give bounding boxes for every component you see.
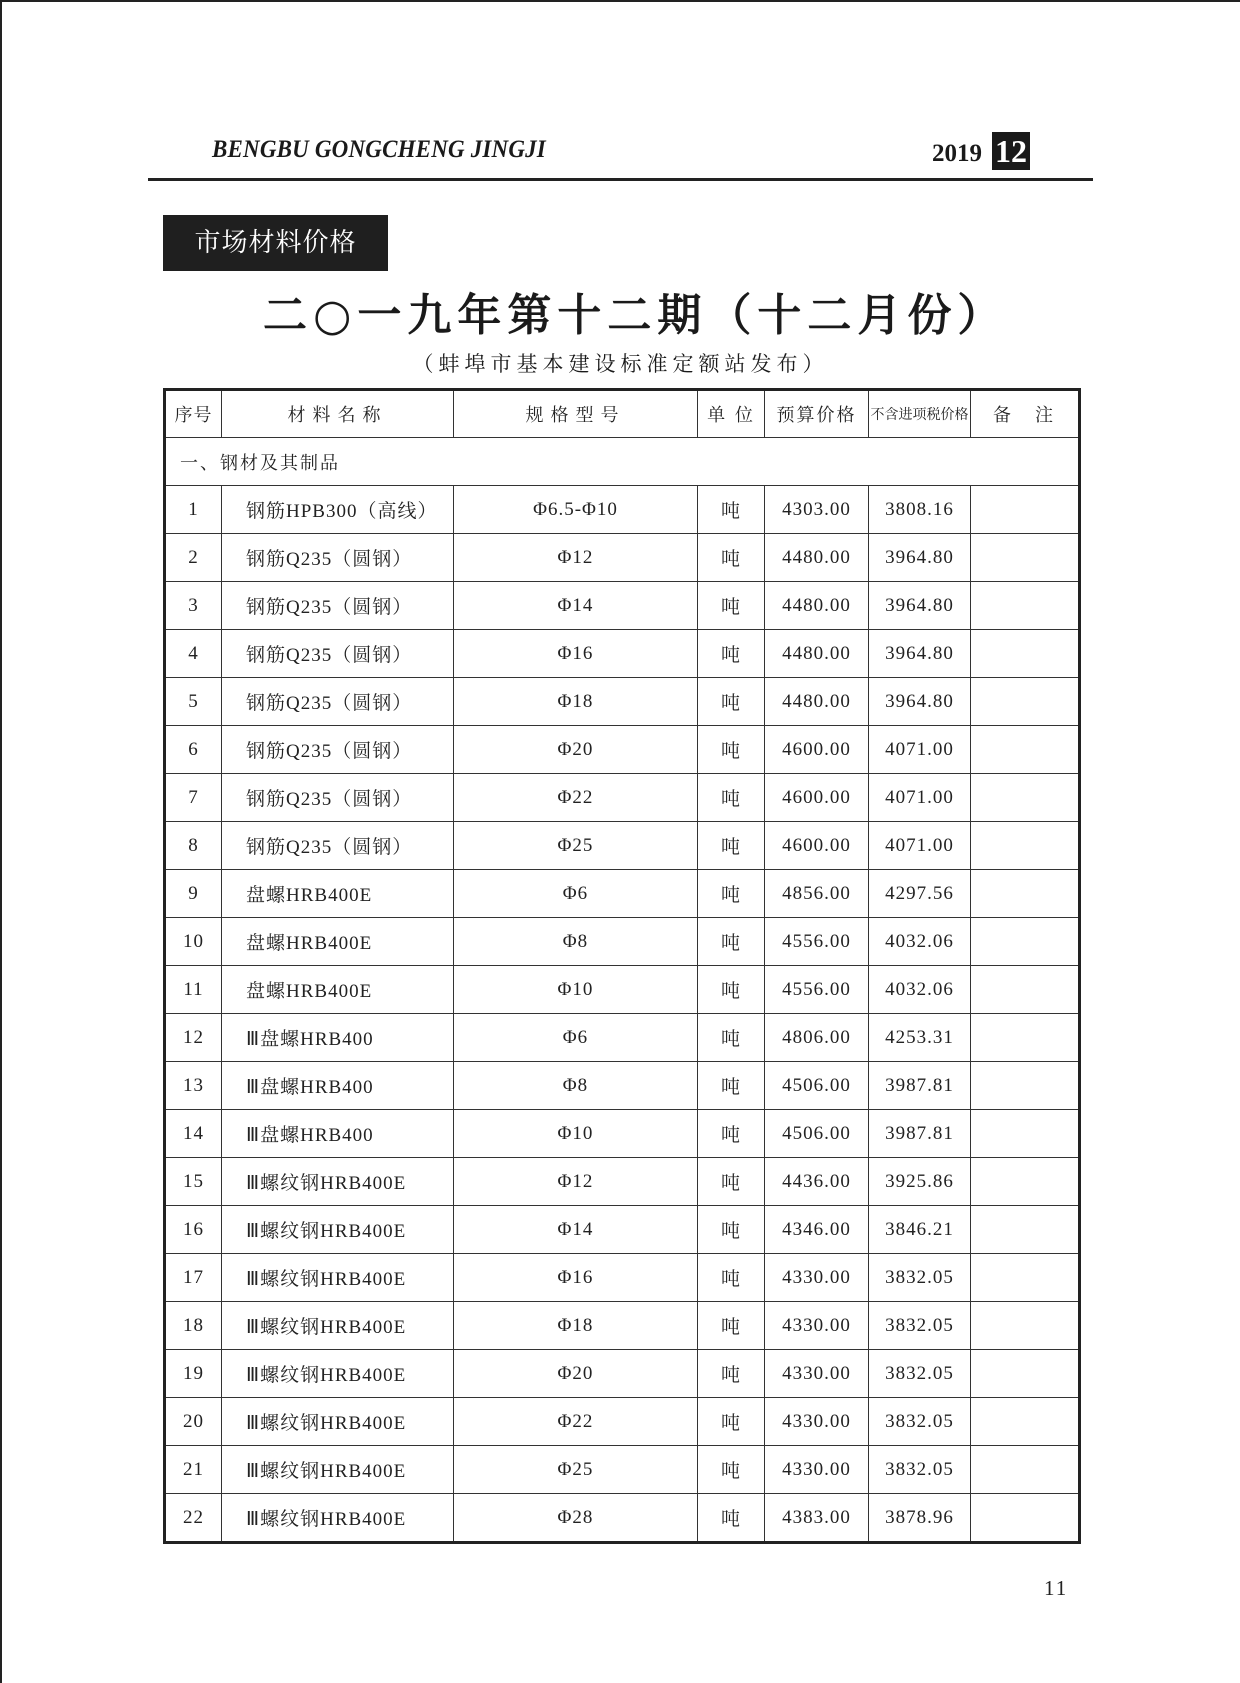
row-number-cell: 14 xyxy=(165,1110,222,1158)
budget-price-cell: 4600.00 xyxy=(765,774,869,822)
material-name-cell: 盘螺HRB400E xyxy=(222,966,454,1014)
table-row xyxy=(165,678,1080,726)
spec-model-cell: Φ14 xyxy=(454,582,698,630)
remark-cell xyxy=(971,870,1080,918)
price-ex-tax-cell: 4071.00 xyxy=(869,774,971,822)
table-row xyxy=(165,582,1080,630)
row-number-cell: 9 xyxy=(165,870,222,918)
unit-cell: 吨 xyxy=(698,1062,765,1110)
price-ex-tax-cell: 4071.00 xyxy=(869,726,971,774)
material-name-cell: Ⅲ螺纹钢HRB400E xyxy=(222,1350,454,1398)
budget-price-cell: 4330.00 xyxy=(765,1446,869,1494)
material-name-cell: Ⅲ螺纹钢HRB400E xyxy=(222,1158,454,1206)
remark-cell xyxy=(971,1398,1080,1446)
budget-price-cell: 4556.00 xyxy=(765,918,869,966)
remark-cell xyxy=(971,1494,1080,1543)
col-header-budget-price: 预算价格 xyxy=(765,390,869,438)
table-row xyxy=(165,534,1080,582)
material-name-cell: Ⅲ盘螺HRB400 xyxy=(222,1062,454,1110)
material-name-cell: Ⅲ螺纹钢HRB400E xyxy=(222,1206,454,1254)
row-number-cell: 7 xyxy=(165,774,222,822)
table-header-row xyxy=(165,390,1080,438)
remark-cell xyxy=(971,1350,1080,1398)
unit-cell: 吨 xyxy=(698,822,765,870)
issue-year: 2019 xyxy=(932,140,982,167)
budget-price-cell: 4330.00 xyxy=(765,1398,869,1446)
price-ex-tax-cell: 3832.05 xyxy=(869,1350,971,1398)
page-title: 二○一九年第十二期（十二月份） xyxy=(263,290,1008,341)
table-row xyxy=(165,726,1080,774)
unit-cell: 吨 xyxy=(698,486,765,534)
col-header-no: 序号 xyxy=(165,390,222,438)
unit-cell: 吨 xyxy=(698,966,765,1014)
price-table xyxy=(163,388,1081,1544)
unit-cell: 吨 xyxy=(698,582,765,630)
price-ex-tax-cell: 3832.05 xyxy=(869,1446,971,1494)
unit-cell: 吨 xyxy=(698,1014,765,1062)
unit-cell: 吨 xyxy=(698,1110,765,1158)
spec-model-cell: Φ8 xyxy=(454,918,698,966)
unit-cell: 吨 xyxy=(698,726,765,774)
table-row xyxy=(165,870,1080,918)
table-row xyxy=(165,1446,1080,1494)
spec-model-cell: Φ10 xyxy=(454,966,698,1014)
remark-cell xyxy=(971,918,1080,966)
spec-model-cell: Φ6 xyxy=(454,1014,698,1062)
spec-model-cell: Φ18 xyxy=(454,1302,698,1350)
remark-cell xyxy=(971,1302,1080,1350)
section-tab: 市场材料价格 xyxy=(163,215,388,271)
table-row xyxy=(165,822,1080,870)
remark-cell xyxy=(971,630,1080,678)
table-row xyxy=(165,966,1080,1014)
remark-cell xyxy=(971,726,1080,774)
price-ex-tax-cell: 3964.80 xyxy=(869,534,971,582)
row-number-cell: 15 xyxy=(165,1158,222,1206)
row-number-cell: 16 xyxy=(165,1206,222,1254)
remark-cell xyxy=(971,774,1080,822)
material-name-cell: Ⅲ盘螺HRB400 xyxy=(222,1014,454,1062)
page-number: 11 xyxy=(1044,1576,1069,1600)
row-number-cell: 18 xyxy=(165,1302,222,1350)
col-header-price-ex-tax: 不含进项税价格 xyxy=(869,390,971,438)
row-number-cell: 3 xyxy=(165,582,222,630)
unit-cell: 吨 xyxy=(698,1446,765,1494)
material-name-cell: 盘螺HRB400E xyxy=(222,870,454,918)
budget-price-cell: 4556.00 xyxy=(765,966,869,1014)
material-name-cell: Ⅲ螺纹钢HRB400E xyxy=(222,1494,454,1543)
section-heading: 一、钢材及其制品 xyxy=(165,438,1080,486)
remark-cell xyxy=(971,822,1080,870)
budget-price-cell: 4330.00 xyxy=(765,1302,869,1350)
material-name-cell: Ⅲ螺纹钢HRB400E xyxy=(222,1302,454,1350)
spec-model-cell: Φ6.5-Φ10 xyxy=(454,486,698,534)
spec-model-cell: Φ25 xyxy=(454,1446,698,1494)
col-header-remark: 备 注 xyxy=(971,390,1080,438)
row-number-cell: 19 xyxy=(165,1350,222,1398)
unit-cell: 吨 xyxy=(698,1302,765,1350)
row-number-cell: 20 xyxy=(165,1398,222,1446)
row-number-cell: 22 xyxy=(165,1494,222,1543)
table-row xyxy=(165,1062,1080,1110)
journal-name: BENGBU GONGCHENG JINGJI xyxy=(212,136,546,163)
section-heading-row xyxy=(165,438,1080,486)
spec-model-cell: Φ22 xyxy=(454,774,698,822)
material-name-cell: Ⅲ螺纹钢HRB400E xyxy=(222,1254,454,1302)
issue-number-badge: 12 xyxy=(992,132,1030,170)
unit-cell: 吨 xyxy=(698,918,765,966)
price-ex-tax-cell: 3808.16 xyxy=(869,486,971,534)
remark-cell xyxy=(971,1062,1080,1110)
price-ex-tax-cell: 3846.21 xyxy=(869,1206,971,1254)
price-ex-tax-cell: 3832.05 xyxy=(869,1254,971,1302)
budget-price-cell: 4600.00 xyxy=(765,822,869,870)
budget-price-cell: 4506.00 xyxy=(765,1062,869,1110)
price-ex-tax-cell: 3925.86 xyxy=(869,1158,971,1206)
spec-model-cell: Φ10 xyxy=(454,1110,698,1158)
spec-model-cell: Φ12 xyxy=(454,1158,698,1206)
price-ex-tax-cell: 4071.00 xyxy=(869,822,971,870)
budget-price-cell: 4383.00 xyxy=(765,1494,869,1543)
spec-model-cell: Φ28 xyxy=(454,1494,698,1543)
price-ex-tax-cell: 3964.80 xyxy=(869,630,971,678)
unit-cell: 吨 xyxy=(698,1254,765,1302)
table-row xyxy=(165,1350,1080,1398)
price-ex-tax-cell: 3964.80 xyxy=(869,678,971,726)
material-name-cell: Ⅲ螺纹钢HRB400E xyxy=(222,1398,454,1446)
table-row xyxy=(165,1254,1080,1302)
row-number-cell: 2 xyxy=(165,534,222,582)
material-name-cell: Ⅲ盘螺HRB400 xyxy=(222,1110,454,1158)
table-row xyxy=(165,1158,1080,1206)
budget-price-cell: 4346.00 xyxy=(765,1206,869,1254)
row-number-cell: 11 xyxy=(165,966,222,1014)
material-name-cell: 钢筋Q235（圆钢） xyxy=(222,726,454,774)
table-row xyxy=(165,1494,1080,1543)
spec-model-cell: Φ25 xyxy=(454,822,698,870)
material-name-cell: 钢筋Q235（圆钢） xyxy=(222,678,454,726)
remark-cell xyxy=(971,1446,1080,1494)
table-row xyxy=(165,1206,1080,1254)
row-number-cell: 4 xyxy=(165,630,222,678)
price-ex-tax-cell: 3987.81 xyxy=(869,1110,971,1158)
budget-price-cell: 4436.00 xyxy=(765,1158,869,1206)
price-ex-tax-cell: 4297.56 xyxy=(869,870,971,918)
spec-model-cell: Φ6 xyxy=(454,870,698,918)
unit-cell: 吨 xyxy=(698,1350,765,1398)
header-rule xyxy=(148,178,1093,181)
unit-cell: 吨 xyxy=(698,870,765,918)
material-name-cell: 钢筋Q235（圆钢） xyxy=(222,822,454,870)
price-ex-tax-cell: 3832.05 xyxy=(869,1398,971,1446)
budget-price-cell: 4806.00 xyxy=(765,1014,869,1062)
unit-cell: 吨 xyxy=(698,1494,765,1543)
remark-cell xyxy=(971,582,1080,630)
spec-model-cell: Φ22 xyxy=(454,1398,698,1446)
remark-cell xyxy=(971,1254,1080,1302)
unit-cell: 吨 xyxy=(698,1206,765,1254)
spec-model-cell: Φ8 xyxy=(454,1062,698,1110)
material-name-cell: 钢筋Q235（圆钢） xyxy=(222,582,454,630)
table-row xyxy=(165,1398,1080,1446)
material-name-cell: 钢筋HPB300（高线） xyxy=(222,486,454,534)
table-row xyxy=(165,1014,1080,1062)
row-number-cell: 5 xyxy=(165,678,222,726)
budget-price-cell: 4480.00 xyxy=(765,534,869,582)
unit-cell: 吨 xyxy=(698,678,765,726)
row-number-cell: 8 xyxy=(165,822,222,870)
price-ex-tax-cell: 3832.05 xyxy=(869,1302,971,1350)
row-number-cell: 13 xyxy=(165,1062,222,1110)
remark-cell xyxy=(971,966,1080,1014)
material-name-cell: 钢筋Q235（圆钢） xyxy=(222,630,454,678)
page-edge-top xyxy=(0,0,1240,2)
table-row xyxy=(165,630,1080,678)
price-ex-tax-cell: 3964.80 xyxy=(869,582,971,630)
row-number-cell: 17 xyxy=(165,1254,222,1302)
remark-cell xyxy=(971,1206,1080,1254)
material-name-cell: 钢筋Q235（圆钢） xyxy=(222,534,454,582)
spec-model-cell: Φ18 xyxy=(454,678,698,726)
budget-price-cell: 4856.00 xyxy=(765,870,869,918)
budget-price-cell: 4480.00 xyxy=(765,582,869,630)
row-number-cell: 12 xyxy=(165,1014,222,1062)
col-header-spec: 规格型号 xyxy=(454,390,698,438)
spec-model-cell: Φ14 xyxy=(454,1206,698,1254)
budget-price-cell: 4506.00 xyxy=(765,1110,869,1158)
unit-cell: 吨 xyxy=(698,774,765,822)
row-number-cell: 10 xyxy=(165,918,222,966)
remark-cell xyxy=(971,1110,1080,1158)
table-row xyxy=(165,486,1080,534)
material-name-cell: 钢筋Q235（圆钢） xyxy=(222,774,454,822)
material-name-cell: 盘螺HRB400E xyxy=(222,918,454,966)
unit-cell: 吨 xyxy=(698,630,765,678)
table-row xyxy=(165,774,1080,822)
remark-cell xyxy=(971,486,1080,534)
remark-cell xyxy=(971,678,1080,726)
spec-model-cell: Φ16 xyxy=(454,1254,698,1302)
budget-price-cell: 4330.00 xyxy=(765,1254,869,1302)
remark-cell xyxy=(971,534,1080,582)
budget-price-cell: 4303.00 xyxy=(765,486,869,534)
table-row xyxy=(165,1110,1080,1158)
row-number-cell: 6 xyxy=(165,726,222,774)
col-header-unit: 单 位 xyxy=(698,390,765,438)
table-row xyxy=(165,1302,1080,1350)
budget-price-cell: 4480.00 xyxy=(765,678,869,726)
price-ex-tax-cell: 4253.31 xyxy=(869,1014,971,1062)
unit-cell: 吨 xyxy=(698,534,765,582)
price-ex-tax-cell: 4032.06 xyxy=(869,966,971,1014)
spec-model-cell: Φ12 xyxy=(454,534,698,582)
spec-model-cell: Φ20 xyxy=(454,1350,698,1398)
col-header-name: 材料名称 xyxy=(222,390,454,438)
remark-cell xyxy=(971,1158,1080,1206)
price-ex-tax-cell: 4032.06 xyxy=(869,918,971,966)
price-ex-tax-cell: 3878.96 xyxy=(869,1494,971,1543)
budget-price-cell: 4600.00 xyxy=(765,726,869,774)
price-ex-tax-cell: 3987.81 xyxy=(869,1062,971,1110)
row-number-cell: 21 xyxy=(165,1446,222,1494)
page-edge-left xyxy=(0,0,2,1683)
page-subtitle: （蚌埠市基本建设标准定额站发布） xyxy=(412,352,829,376)
row-number-cell: 1 xyxy=(165,486,222,534)
spec-model-cell: Φ20 xyxy=(454,726,698,774)
unit-cell: 吨 xyxy=(698,1398,765,1446)
table-row xyxy=(165,918,1080,966)
budget-price-cell: 4480.00 xyxy=(765,630,869,678)
budget-price-cell: 4330.00 xyxy=(765,1350,869,1398)
unit-cell: 吨 xyxy=(698,1158,765,1206)
remark-cell xyxy=(971,1014,1080,1062)
material-name-cell: Ⅲ螺纹钢HRB400E xyxy=(222,1446,454,1494)
spec-model-cell: Φ16 xyxy=(454,630,698,678)
